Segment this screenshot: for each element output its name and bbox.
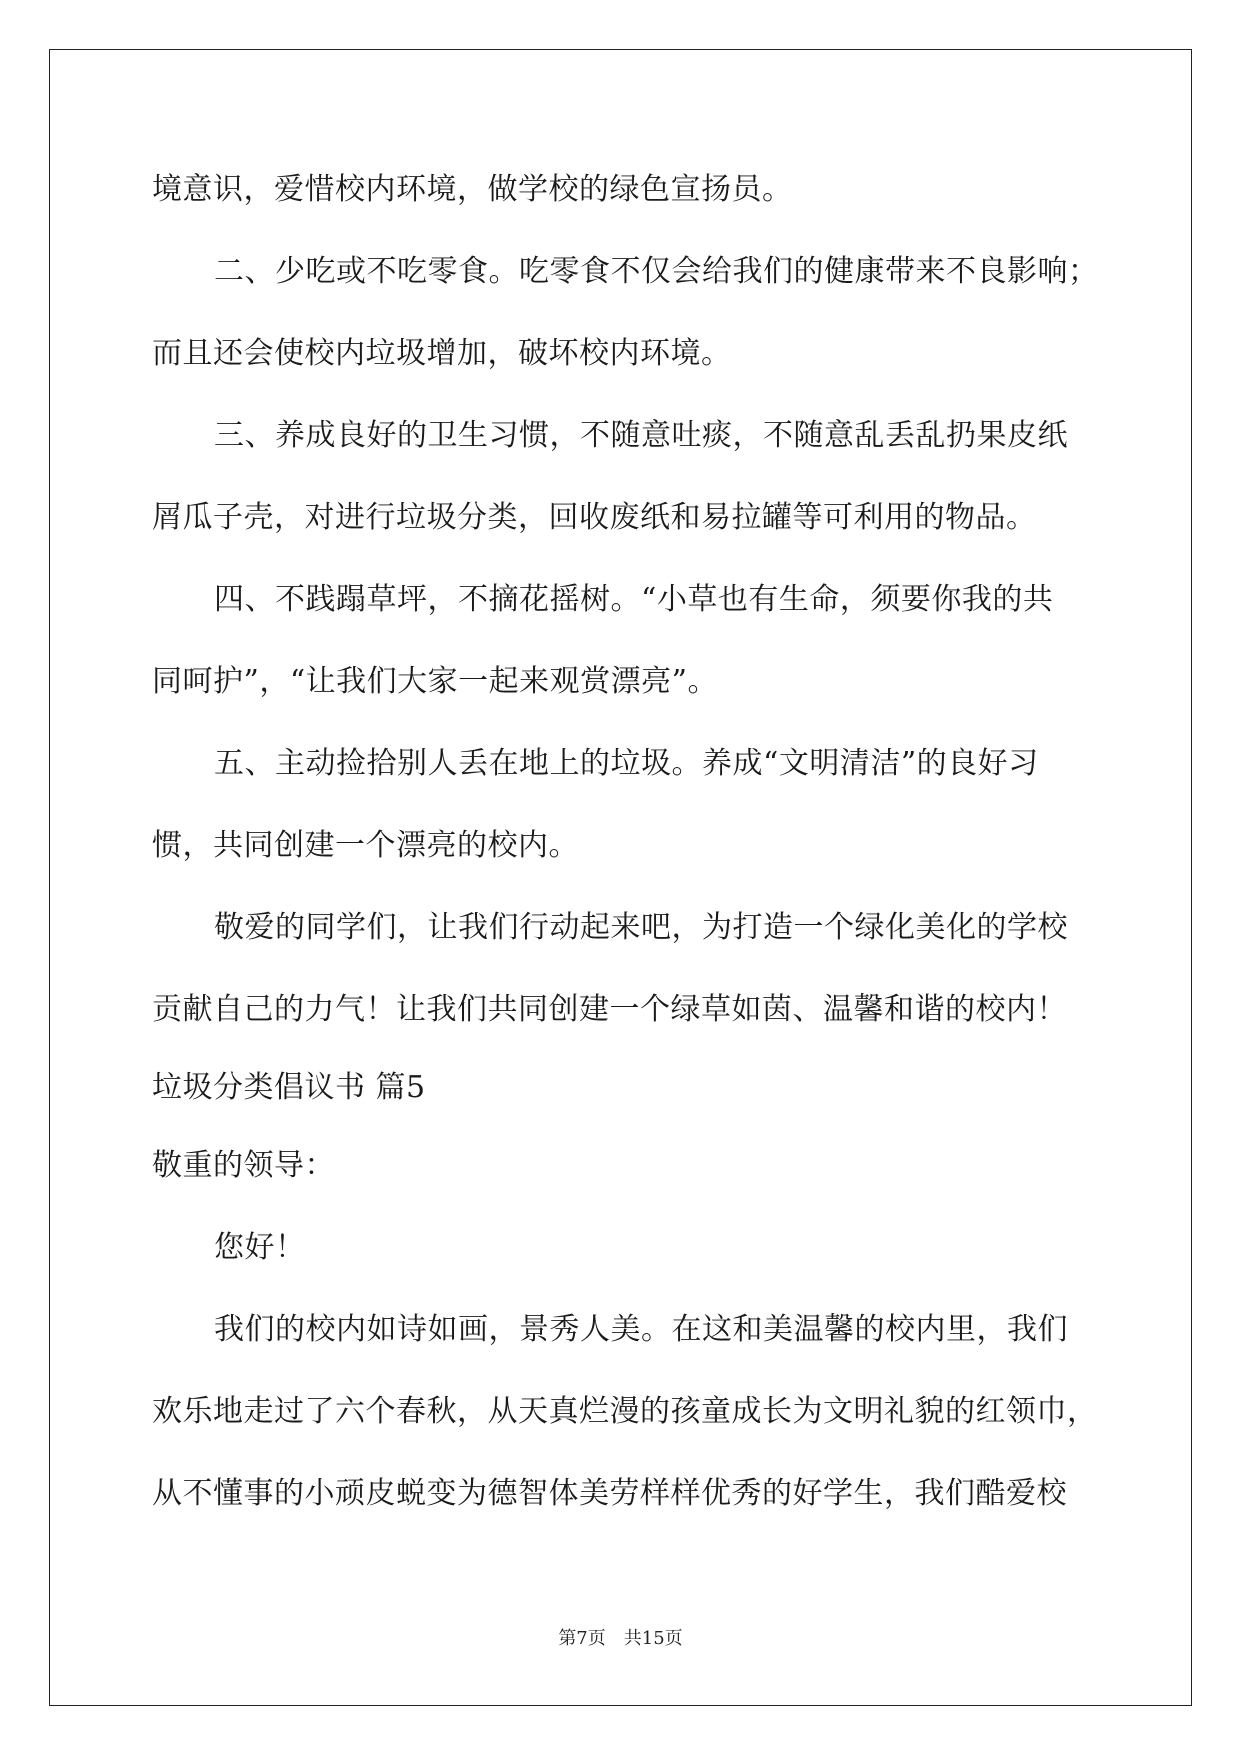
text-line: 我们的校内如诗如画，景秀人美。在这和美温馨的校内里，我们 <box>214 1312 1068 1347</box>
text-line: 四、不践蹋草坪，不摘花摇树。“小草也有生命，须要你我的共 <box>214 582 1054 617</box>
text-line: 敬爱的同学们，让我们行动起来吧，为打造一个绿化美化的学校 <box>214 910 1068 945</box>
text-line: 五、主动捡拾别人丢在地上的垃圾。养成“文明清洁”的良好习 <box>214 746 1039 781</box>
text-line: 二、少吃或不吃零食。吃零食不仅会给我们的健康带来不良影响； <box>214 254 1099 289</box>
text-line: 贡献自己的力气！让我们共同创建一个绿草如茵、温馨和谐的校内！ <box>152 992 1067 1027</box>
text-line: 境意识，爱惜校内环境，做学校的绿色宣扬员。 <box>152 172 793 207</box>
page-border <box>49 49 1192 1706</box>
page-number-footer: 第7页 共15页 <box>558 1628 683 1649</box>
text-line: 从不懂事的小顽皮蜕变为德智体美劳样样优秀的好学生，我们酷爱校 <box>152 1476 1067 1511</box>
text-line: 同呵护”，“让我们大家一起来观赏漂亮”。 <box>152 664 719 699</box>
text-line: 三、养成良好的卫生习惯，不随意吐痰，不随意乱丢乱扔果皮纸 <box>214 418 1068 453</box>
text-line: 惯，共同创建一个漂亮的校内。 <box>152 828 579 863</box>
section-heading: 垃圾分类倡议书 篇5 <box>152 1070 426 1105</box>
text-line: 而且还会使校内垃圾增加，破坏校内环境。 <box>152 336 732 371</box>
text-line: 欢乐地走过了六个春秋，从天真烂漫的孩童成长为文明礼貌的红领巾， <box>152 1394 1098 1429</box>
greeting: 您好！ <box>214 1230 306 1265</box>
salutation: 敬重的领导： <box>152 1148 335 1183</box>
text-line: 屑瓜子壳，对进行垃圾分类，回收废纸和易拉罐等可利用的物品。 <box>152 500 1037 535</box>
